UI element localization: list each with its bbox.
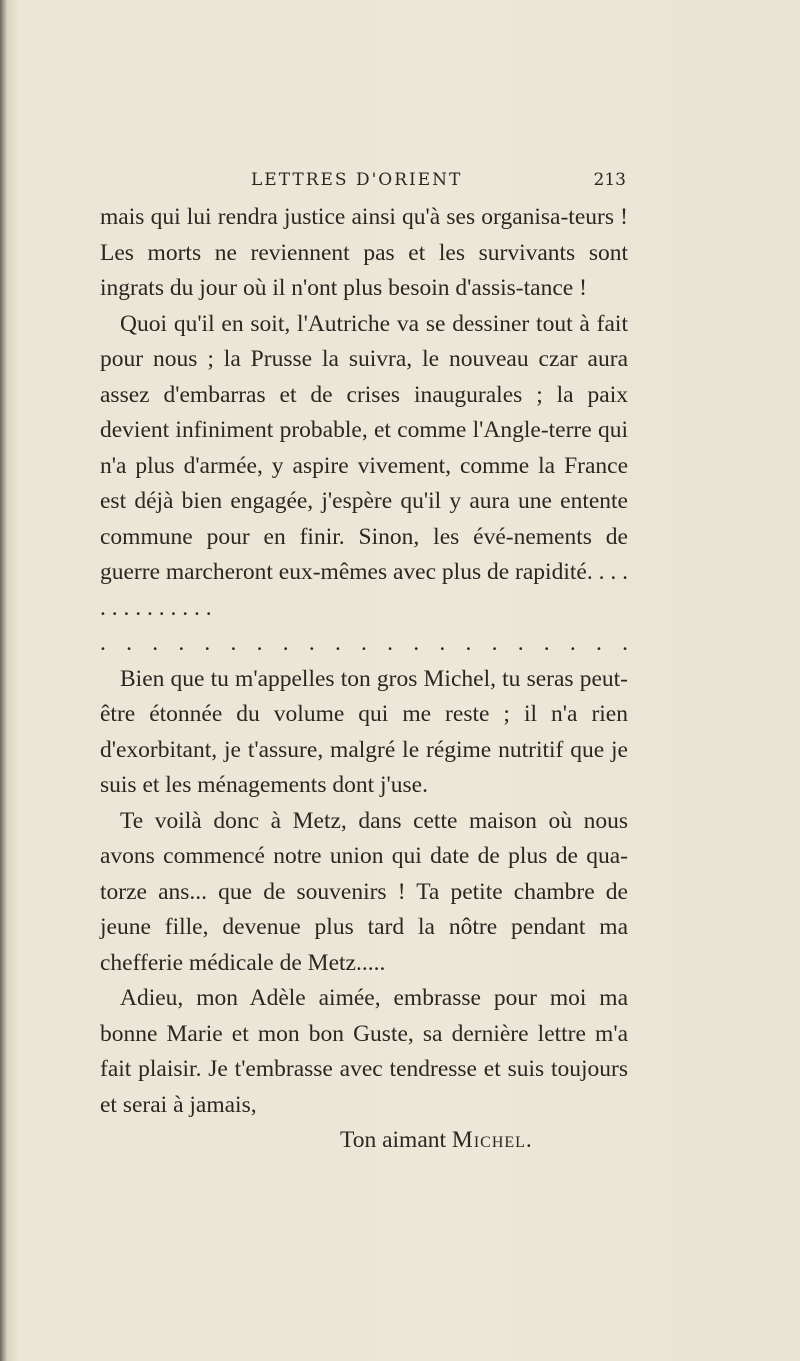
signature-prefix: Ton aimant	[340, 1127, 447, 1153]
paragraph-4: Te voilà donc à Metz, dans cette maison où nous avons commencé notre union qui date de plus de qua-torze ans... que de souvenirs ! Ta petite chambre de jeune fille, devenue plus tard la nôtre pendant ma chefferie médicale de Metz.....	[100, 807, 628, 976]
page-number: 213	[593, 170, 626, 190]
paragraph-3: Bien que tu m'appelles ton gros Michel, tu seras peut-être étonnée du volume qui me reste ; il n'a rien d'exorbitant, je t'assure, malgré le régime nutritif que je suis et les ménagements dont j'use.	[100, 665, 628, 798]
paragraph-2: Quoi qu'il en soit, l'Autriche va se dessiner tout à fait pour nous ; la Prusse la suivra, le nouveau czar aura assez d'embarras et de crises inaugurales ; la paix devient infiniment probable, et comme l'Angle-terre qui n'a plus d'armée, y aspire vivement, comme la France est déjà bien engagée, j'espère qu'il y aura une entente commune pour en finir. Sinon, les évé-nements de guerre marcheront eux-mêmes avec plus de rapidité. . . . . . . . . . . . . .	[100, 310, 628, 621]
page-header	[96, 170, 626, 196]
paragraph-1: mais qui lui rendra justice ainsi qu'à ses organisa-teurs ! Les morts ne reviennent pas et les survivants sont ingrats du jour où il n'ont plus besoin d'assis-tance !	[100, 204, 628, 301]
ellipsis-dots: . . . . . . . . . . . . . . . . . . . . .	[100, 630, 628, 656]
body-text	[100, 200, 628, 1159]
ellipsis-line	[100, 626, 628, 662]
signature-name: Michel.	[451, 1127, 533, 1153]
signature	[100, 1123, 628, 1159]
running-title: LETTRES D'ORIENT	[251, 170, 463, 190]
paragraph-5: Adieu, mon Adèle aimée, embrasse pour moi ma bonne Marie et mon bon Guste, sa dernière lettre m'a fait plaisir. Je t'embrasse avec tendresse et suis toujours et serai à jamais,	[100, 985, 628, 1118]
